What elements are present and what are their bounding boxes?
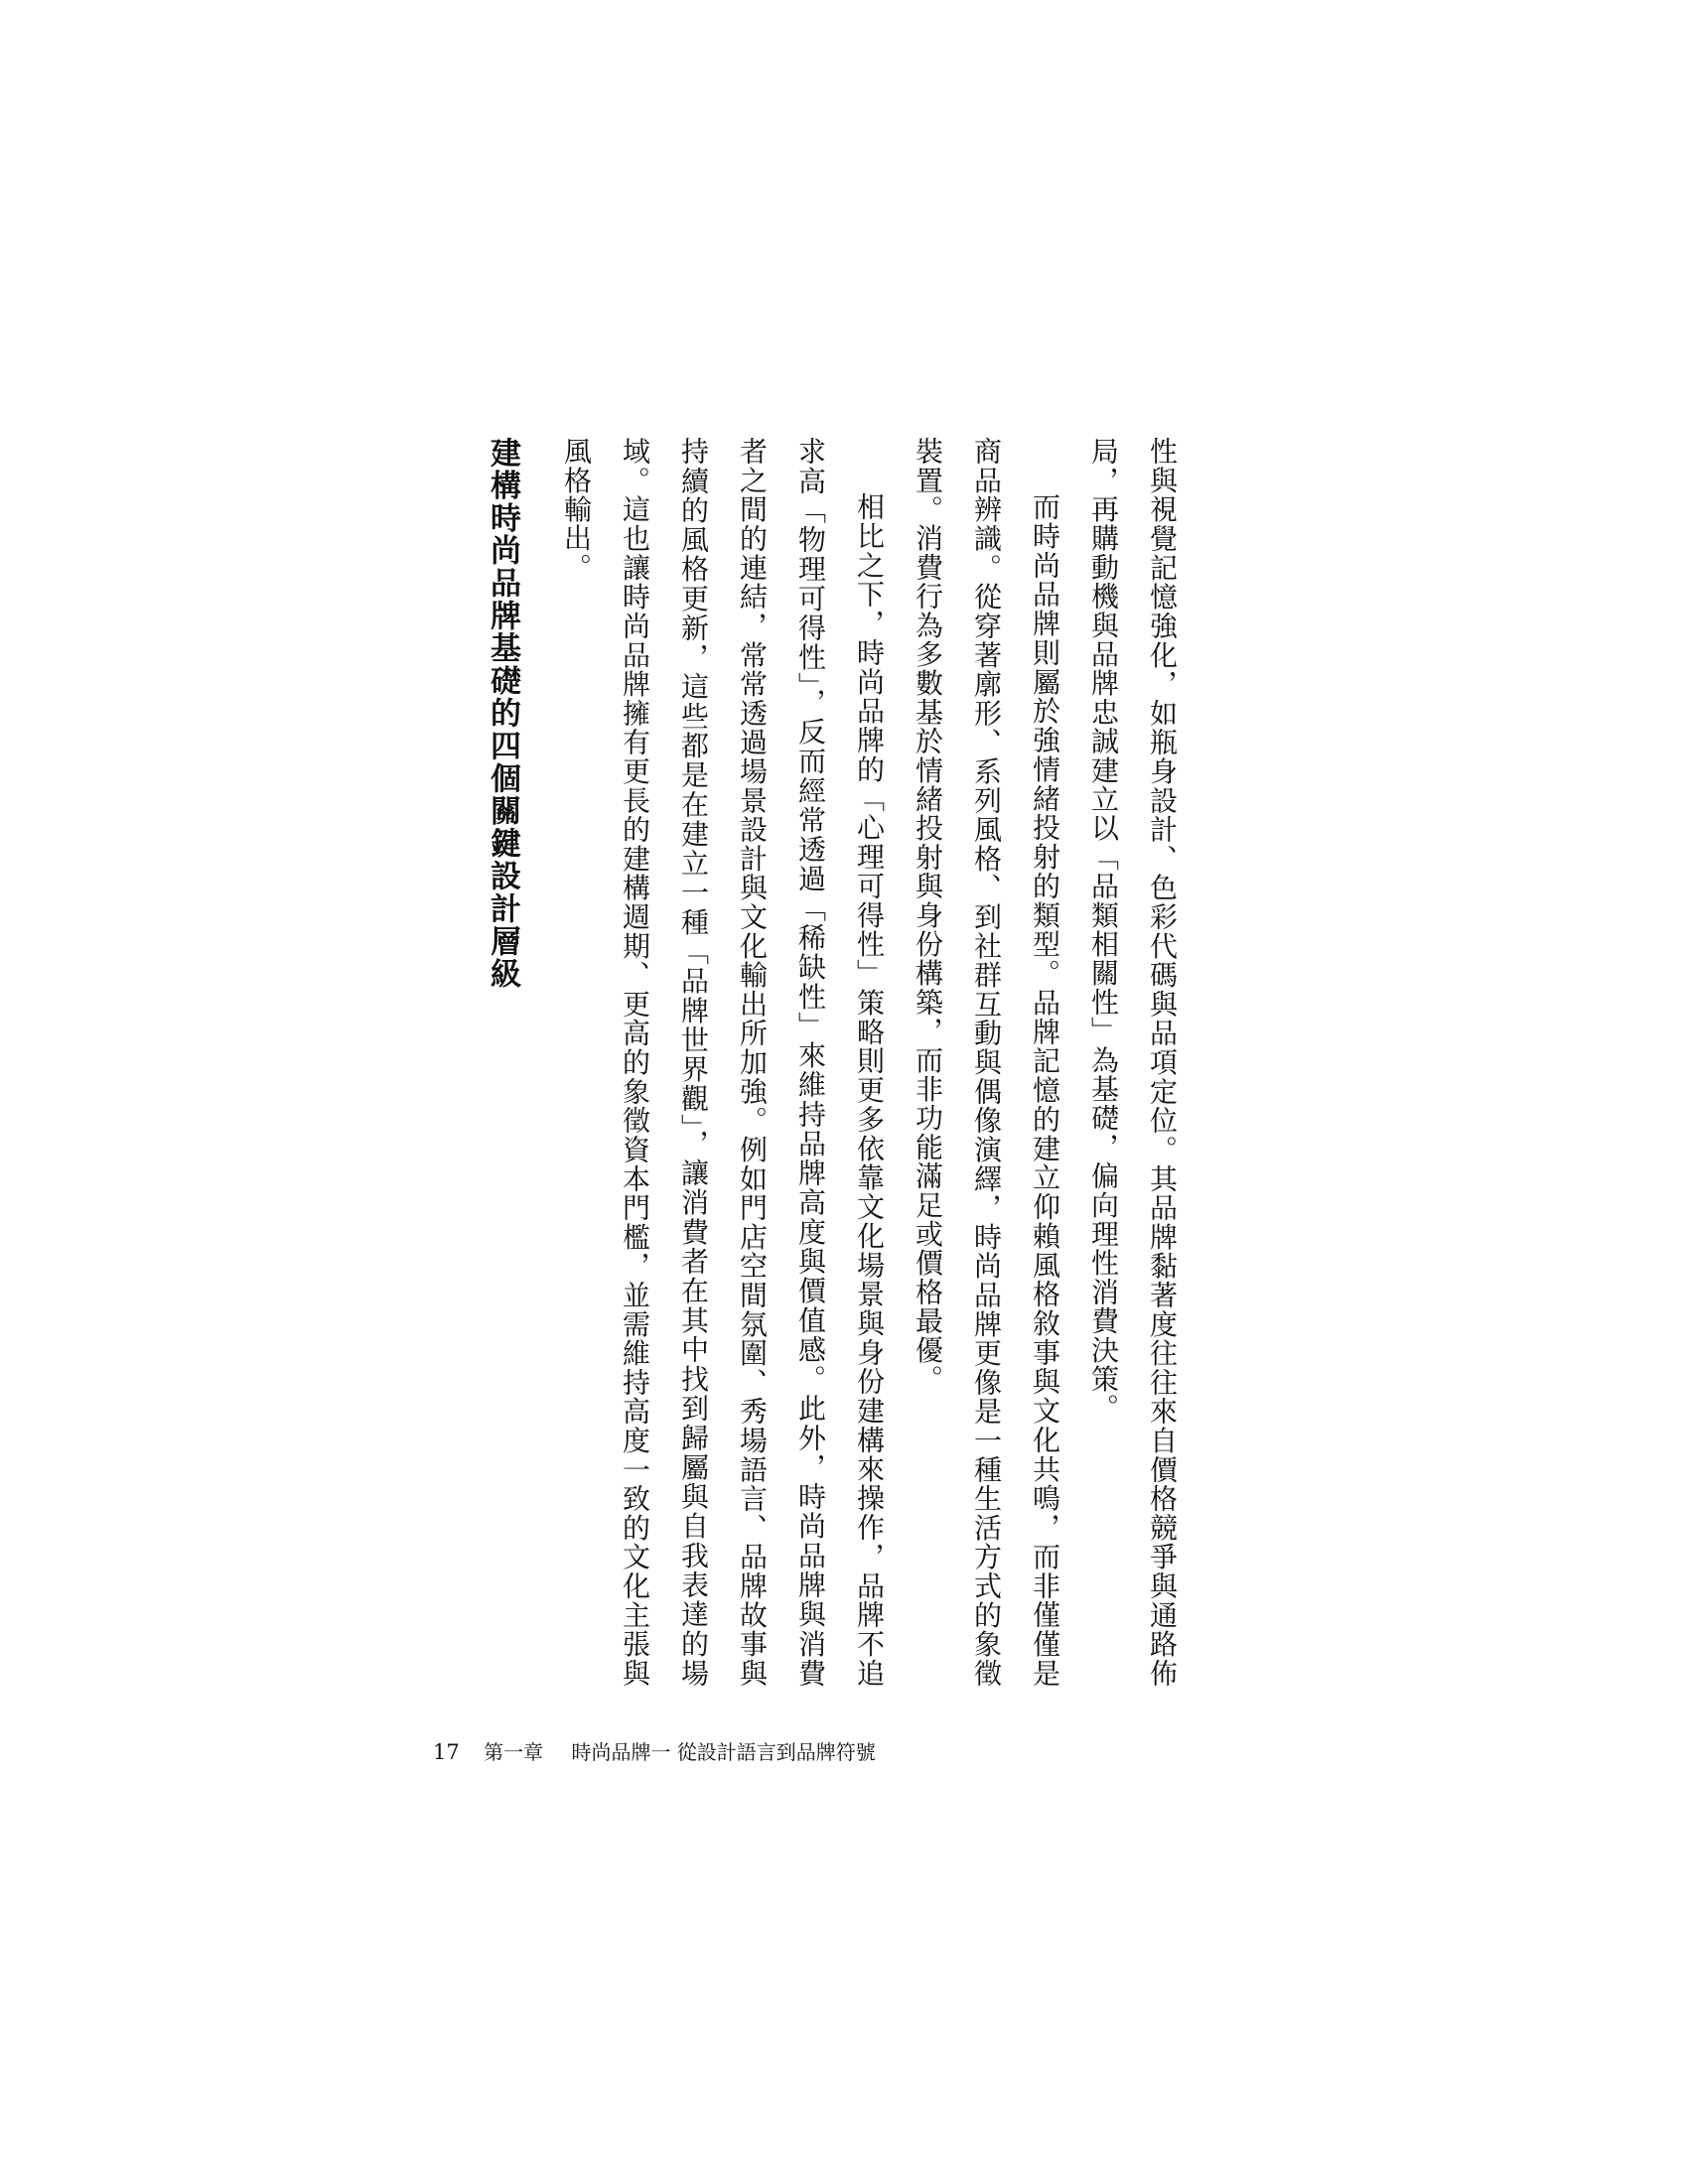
page-footer [433, 1735, 876, 1769]
chapter-label: 第一章 [484, 1740, 544, 1764]
page-number: 17 [433, 1740, 460, 1764]
paragraph-3: 相比之下，時尚品牌的「心理可得性」策略則更多依靠文化場景與身份建構來操作，品牌不追求高「物理可得性」，反而經常透過「稀缺性」來維持品牌高度與價值感。此外，時尚品牌與消費者之間的連結，常常透過場景設計與文化輸出所加強。例如門店空間氛圍、秀場語言、品牌故事與持續的風格更新，這些都是在建立一種「品牌世界觀」，讓消費者在其中找到歸屬與自我表達的場域。這也讓時尚品牌擁有更長的建構週期、更高的象徵資本門檻，並需維持高度一致的文化主張與風格輸出。 [560, 437, 886, 1688]
paragraph-2: 而時尚品牌則屬於強情緒投射的類型。品牌記憶的建立仰賴風格敘事與文化共鳴，而非僅僅是商品辨識。從穿著廓形、系列風格、到社群互動與偶像演繹，時尚品牌更像是一種生活方式的象徵裝置。消費行為多數基於情緒投射與身份構築，而非功能滿足或價格最優。 [912, 437, 1061, 1688]
chapter-title: 時尚品牌一 從設計語言到品牌符號 [571, 1740, 876, 1764]
body-text [556, 437, 1192, 1688]
paragraph-1: 性與視覺記憶強化，如瓶身設計、色彩代碼與品項定位。其品牌黏著度往往來自價格競爭與通路佈局，再購動機與品牌忠誠建立以「品類相關性」為基礎，偏向理性消費決策。 [1087, 437, 1179, 1688]
section-heading: 建構時尚品牌基礎的四個關鍵設計層級 [485, 437, 520, 991]
